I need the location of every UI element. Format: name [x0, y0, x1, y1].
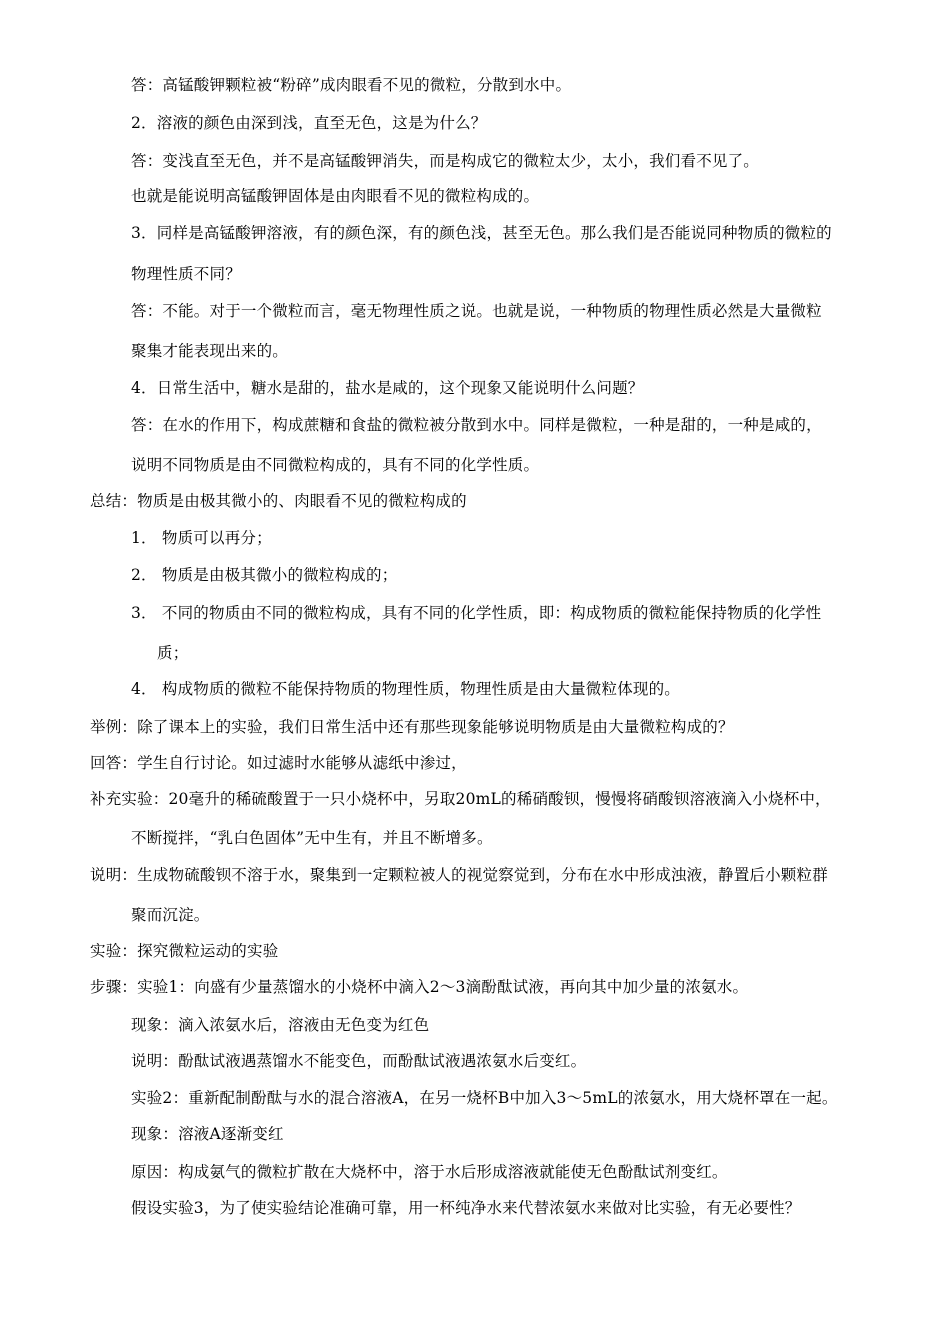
supplement-experiment: 补充实验：20毫升的稀硫酸置于一只小烧杯中，另取20mL的稀硝酸钡，慢慢将硝酸钡溶液滴入小烧杯中，: [90, 790, 831, 808]
phenomenon-1: 现象：滴入浓氨水后，溶液由无色变为红色: [131, 1016, 430, 1034]
summary-item-3-cont: 质；: [157, 644, 189, 662]
summary-item-3: 3． 不同的物质由不同的微粒构成，具有不同的化学性质，即：构成物质的微粒能保持物质的化学性: [131, 604, 822, 622]
summary-item-1: 1． 物质可以再分；: [131, 529, 272, 547]
answer-line-3: 答：不能。对于一个微粒而言，毫无物理性质之说。也就是说，一种物质的物理性质必然是大量微粒: [131, 302, 822, 320]
answer-line-4: 答：在水的作用下，构成蔗糖和食盐的微粒被分散到水中。同样是微粒，一种是甜的，一种是咸的，: [131, 416, 822, 434]
answer-line-1: 答：高锰酸钾颗粒被“粉碎”成肉眼看不见的微粒，分散到水中。: [131, 76, 572, 94]
supplement-experiment-cont: 不断搅拌，“乳白色固体”无中生有，并且不断增多。: [131, 829, 493, 847]
reply-line: 回答：学生自行讨论。如过滤时水能够从滤纸中渗过，: [90, 754, 467, 772]
experiment-2: 实验2：重新配制酚酞与水的混合溶液A，在另一烧杯B中加入3～5mL的浓氨水，用大烧杯罩在一起。: [131, 1089, 838, 1107]
reason-2: 原因：构成氨气的微粒扩散在大烧杯中，溶于水后形成溶液就能使无色酚酞试剂变红。: [131, 1163, 728, 1181]
question-2: 2．溶液的颜色由深到浅，直至无色，这是为什么？: [131, 114, 487, 132]
summary-heading: 总结：物质是由极其微小的、肉眼看不见的微粒构成的: [90, 492, 467, 510]
question-3-cont: 物理性质不同？: [131, 265, 241, 283]
explanation-1: 说明：酚酞试液遇蒸馏水不能变色，而酚酞试液遇浓氨水后变红。: [131, 1052, 587, 1070]
question-3: 3．同样是高锰酸钾溶液，有的颜色深，有的颜色浅，甚至无色。那么我们是否能说同种物质的微粒的: [131, 224, 832, 242]
explanation-line-cont: 聚而沉淀。: [131, 906, 210, 924]
question-4: 4．日常生活中，糖水是甜的，盐水是咸的，这个现象又能说明什么问题？: [131, 379, 644, 397]
answer-line-3-cont: 聚集才能表现出来的。: [131, 342, 289, 360]
summary-item-4: 4． 构成物质的微粒不能保持物质的物理性质，物理性质是由大量微粒体现的。: [131, 680, 680, 698]
answer-line-2: 答：变浅直至无色，并不是高锰酸钾消失，而是构成它的微粒太少，太小，我们看不见了。: [131, 152, 760, 170]
explanation-line: 说明：生成物硫酸钡不溶于水，聚集到一定颗粒被人的视觉察觉到，分布在水中形成浊液，静置后小颗粒群: [90, 866, 828, 884]
answer-line-2-cont: 也就是能说明高锰酸钾固体是由肉眼看不见的微粒构成的。: [131, 187, 540, 205]
hypothesis-experiment-3: 假设实验3，为了使实验结论准确可靠，用一杯纯净水来代替浓氨水来做对比实验，有无必要性？: [131, 1199, 801, 1217]
example-line: 举例：除了课本上的实验，我们日常生活中还有那些现象能够说明物质是由大量微粒构成的？: [90, 718, 734, 736]
answer-line-4-cont: 说明不同物质是由不同微粒构成的，具有不同的化学性质。: [131, 456, 540, 474]
summary-item-2: 2． 物质是由极其微小的微粒构成的；: [131, 566, 398, 584]
phenomenon-2: 现象：溶液A逐渐变红: [131, 1125, 284, 1143]
experiment-heading: 实验：探究微粒运动的实验: [90, 942, 279, 960]
steps-experiment-1: 步骤：实验1：向盛有少量蒸馏水的小烧杯中滴入2～3滴酚酞试液，再向其中加少量的浓氨水。: [90, 978, 749, 996]
